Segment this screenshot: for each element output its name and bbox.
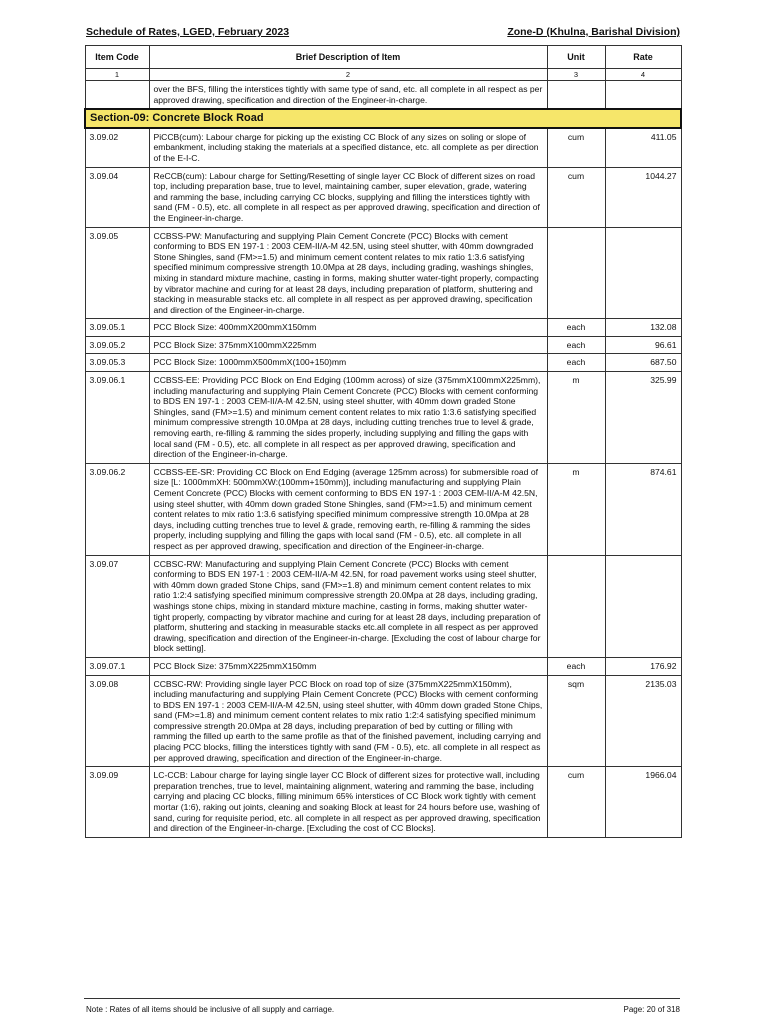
unit-cell: sqm — [547, 675, 605, 767]
table-row — [85, 227, 681, 319]
item-code-cell: 3.09.09 — [85, 767, 149, 838]
rate-cell: 176.92 — [605, 657, 681, 675]
col-description: Brief Description of Item — [149, 46, 547, 69]
table-row — [85, 767, 681, 838]
item-code-cell: 3.09.04 — [85, 167, 149, 227]
unit-cell: cum — [547, 128, 605, 167]
description-cell: PCC Block Size: 375mmX100mmX225mm — [149, 336, 547, 354]
description-cell: CCBSC-RW: Manufacturing and supplying Plain Cement Concrete (PCC) Blocks with cement conforming to BDS EN 197-1 : 2003 CEM-II/A-M 42.5N, for road pavement works using steel shutter, with 40mm down graded Stone Chips, sand (FM>=1.8) and minimum cement content relates to mix ratio 1:2:4 satisfying specified minimum compressive strength 20.0Mpa at 28 days, including grading, washings stone chips, mixing in standard mixture machine, casting in forms, making shutter water-tight properly, compacting by vibrator machine and curing for at least 28 days, including preparation of platform, shuttering and stacking in measurable stacks etc.all complete in all respect as per approved drawing, specification and direction of the Engineer-in-charge. [Excluding the cost of labour charge for block setting]. — [149, 555, 547, 657]
table-row — [85, 463, 681, 555]
unit-cell: m — [547, 372, 605, 464]
description-cell: CCBSS-PW: Manufacturing and supplying Plain Cement Concrete (PCC) Blocks with cement conforming to BDS EN 197-1 : 2003 CEM-II/A-M 42.5N, using steel shutter, with 40mm downgraded Stone Shingles, sand (FM>=1.5) and minimum cement content relates to mix ratio 1:3.6 satisfying specified minimum compressive strength 10.0Mpa at 28 days, including grading, washings shingles, mixing in standard mixture machine, casting in forms, making shutter water-tight properly, compacting by vibrator machine and curing for at least 28 days, including preparation of platform, shuttering and stacking in measurable stacks etc. all complete in all respect as per approved drawing, specification and direction of the Engineer-in-charge. — [149, 227, 547, 319]
col-rate: Rate — [605, 46, 681, 69]
item-code-cell: 3.09.07.1 — [85, 657, 149, 675]
continuation-row — [85, 81, 681, 110]
unit-cell: cum — [547, 167, 605, 227]
item-rows — [85, 128, 681, 838]
col-number: 1 — [85, 69, 149, 81]
description-cell: PCC Block Size: 1000mmX500mmX(100+150)mm — [149, 354, 547, 372]
item-code-cell: 3.09.08 — [85, 675, 149, 767]
table-row — [85, 657, 681, 675]
table-row — [85, 372, 681, 464]
rates-table — [84, 45, 682, 838]
unit-cell: each — [547, 354, 605, 372]
table-row — [85, 354, 681, 372]
description-cell: CCBSS-EE-SR: Providing CC Block on End Edging (average 125mm across) for submersible road of size [L: 1000mmXH: 500mmXW:(100mm+150mm)], including manufacturing and supplying Plain Cement Concrete (PCC) Blocks with cement conforming to BDS EN 197-1 : 2003 CEM-II/A-M 42.5N, using steel shutter, with 40mm down graded Stone Shingles, sand (FM>=1.5) and minimum cement content relates to mix ratio 1:3.6 satisfying specified minimum compressive strength 10.0Mpa at 28 days, including cutting trenches true to level & grade, removing earth, re-filling & ramming the sides properly, including supplying and filling the gaps with local sand (FM - 0.5), etc. all complete in all respect as per approved drawing, specification and direction of the Engineer-in-charge. — [149, 463, 547, 555]
rate-cell: 2135.03 — [605, 675, 681, 767]
item-code-cell: 3.09.05.3 — [85, 354, 149, 372]
unit-cell: each — [547, 319, 605, 337]
unit-cell — [547, 227, 605, 319]
unit-cell: cum — [547, 767, 605, 838]
unit-cell: each — [547, 657, 605, 675]
rate-cell: 1044.27 — [605, 167, 681, 227]
table-row — [85, 319, 681, 337]
col-item-code: Item Code — [85, 46, 149, 69]
column-number-row — [85, 69, 681, 81]
col-number: 2 — [149, 69, 547, 81]
rate-cell: 96.61 — [605, 336, 681, 354]
page-header — [86, 26, 680, 38]
unit-cell: each — [547, 336, 605, 354]
col-number: 4 — [605, 69, 681, 81]
item-code-cell: 3.09.02 — [85, 128, 149, 167]
table-header-row — [85, 46, 681, 69]
item-code-cell: 3.09.05 — [85, 227, 149, 319]
rate-cell — [605, 555, 681, 657]
header-zone: Zone-D (Khulna, Barishal Division) — [507, 26, 680, 38]
footer-note: Note : Rates of all items should be inclusive of all supply and carriage. — [86, 1005, 335, 1014]
rate-cell: 687.50 — [605, 354, 681, 372]
rate-cell: 411.05 — [605, 128, 681, 167]
section-heading-row — [85, 109, 681, 128]
description-cell: CCBSS-EE: Providing PCC Block on End Edging (100mm across) of size (375mmX100mmX225mm), including manufacturing and supplying Plain Cement Concrete (PCC) Blocks with cement conforming to BDS EN 197-1 : 2003 CEM-II/A-M 42.5N, using steel shutter, with 40mm down graded Stone Shingles, sand (FM>=1.5) and minimum cement content relates to mix ratio 1:3.6 satisfying specified minimum compressive strength 10.0Mpa at 28 days, including cutting trenches true to level & grade, removing earth, re-filling & ramming the sides properly, including supplying and filling the gaps with local sand (FM - 0.5), etc. all complete in all respect as per approved drawing, specification and direction of the Engineer-in-charge. — [149, 372, 547, 464]
unit-cell — [547, 555, 605, 657]
header-title: Schedule of Rates, LGED, February 2023 — [86, 26, 290, 38]
item-code-cell: 3.09.06.1 — [85, 372, 149, 464]
page-number: Page: 20 of 318 — [623, 1005, 680, 1014]
rate-cell: 132.08 — [605, 319, 681, 337]
description-cell: LC-CCB: Labour charge for laying single layer CC Block of different sizes for protective wall, including preparation trenches, true to level, maintaining alignment, watering and ramming the base, including carrying and placing CC blocks, filling minimum 65% interstices of CC Block work tightly with cement mortar (1:6), raking out joints, cleaning and soaking Block at least for 24 hours before use, washing of sand, curing for requisite period, etc. all complete in all respect as per approved drawing, specification and direction of the Engineer-in-charge. [Excluding the cost of CC Blocks]. — [149, 767, 547, 838]
item-code-cell: 3.09.07 — [85, 555, 149, 657]
rate-cell: 1966.04 — [605, 767, 681, 838]
table-row — [85, 555, 681, 657]
item-code-cell: 3.09.05.1 — [85, 319, 149, 337]
description-cell: PCC Block Size: 375mmX225mmX150mm — [149, 657, 547, 675]
footer-divider — [84, 998, 680, 999]
rate-cell: 874.61 — [605, 463, 681, 555]
description-cell: ReCCB(cum): Labour charge for Setting/Resetting of single layer CC Block of different sizes on road top, including preparation base, true to level, maintaining camber, super elevation, grade, watering and ramming the base, including carrying CC blocks, supplying and filling the interstices tightly with sand (FM - 0.5), etc. all complete in all respect as per approved drawing, specification and direction of the Engineer-in-charge. — [149, 167, 547, 227]
description-cell: CCBSC-RW: Providing single layer PCC Block on road top of size (375mmX225mmX150mm), including manufacturing and supplying Plain Cement Concrete (PCC) Blocks with cement conforming to BDS EN 197-1 : 2003 CEM-II/A-M 42.5N, using steel shutter, with 40mm down graded Stone Chips, sand (FM>=1.8) and minimum cement content relates to mix ratio 1:2:4 satisfying specified minimum compressive strength 20.0Mpa at 28 days, including preparation of bed by cutting or filling with ramming the filled up earth to the same profile as that of the finished pavement, including carrying and placing PCC blocks, filling the interstices tightly with sand (FM - 0.5), etc. all complete in all respect as per approved drawing, specification and direction of the Engineer-in-charge. — [149, 675, 547, 767]
item-code-cell: 3.09.05.2 — [85, 336, 149, 354]
table-row — [85, 167, 681, 227]
col-number: 3 — [547, 69, 605, 81]
rate-cell — [605, 227, 681, 319]
page-footer — [86, 1005, 680, 1014]
section-title: Section-09: Concrete Block Road — [85, 109, 681, 128]
rate-cell: 325.99 — [605, 372, 681, 464]
table-row — [85, 336, 681, 354]
description-cell: PiCCB(cum): Labour charge for picking up the existing CC Block of any sizes on soling or slope of embankment, including staking the materials at a specified distance, etc. all complete as per direction of the E-I-C. — [149, 128, 547, 167]
unit-cell: m — [547, 463, 605, 555]
item-code-cell: 3.09.06.2 — [85, 463, 149, 555]
col-unit: Unit — [547, 46, 605, 69]
description-cell: PCC Block Size: 400mmX200mmX150mm — [149, 319, 547, 337]
continuation-text: over the BFS, filling the interstices tightly with same type of sand, etc. all complete in all respect as per approved drawing, specification and direction of the Engineer-in-charge. — [149, 81, 547, 110]
table-row — [85, 128, 681, 167]
table-row — [85, 675, 681, 767]
